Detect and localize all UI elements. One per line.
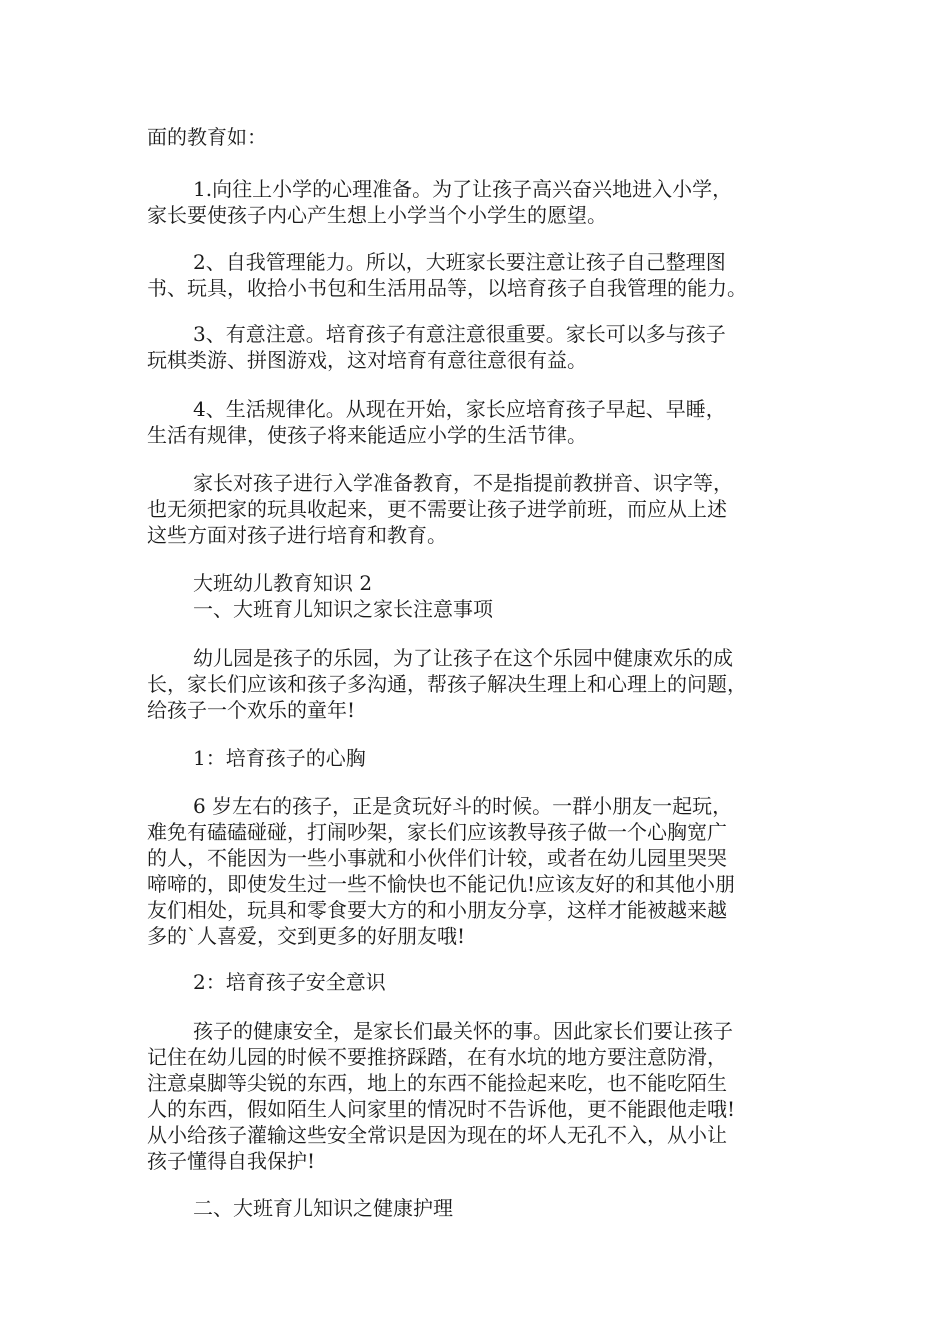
text-line: 玩棋类游、拼图游戏，这对培育有意往意很有益。 <box>147 348 587 372</box>
text-line: 这些方面对孩子进行培育和教育。 <box>147 523 447 547</box>
text-line: 难免有磕磕碰碰，打闹吵架，家长们应该教导孩子做一个心胸宽广 <box>147 820 727 844</box>
text-line: 给孩子一个欢乐的童年! <box>147 698 356 722</box>
paragraph-kindergarten-intro <box>147 645 807 723</box>
text-line: 生活有规律，使孩子将来能适应小学的生活节律。 <box>147 423 587 447</box>
text-line: 从小给孩子灌输这些安全常识是因为现在的坏人无孔不入，从小让 <box>147 1123 727 1147</box>
subheading-text: 1：培育孩子的心胸 <box>193 746 366 770</box>
text-line: 长，家长们应该和孩子多沟通，帮孩子解决生理上和心理上的问题， <box>147 672 747 696</box>
section-subtitle: 一、大班育儿知识之家长注意事项 <box>193 597 493 621</box>
text-line: 人的东西，假如陌生人问家里的情况时不告诉他，更不能跟他走哦! <box>147 1097 736 1121</box>
text-line: 多的`人喜爱，交到更多的好朋友哦! <box>147 924 466 948</box>
text-line: 书、玩具，收拾小书包和生活用品等，以培育孩子自我管理的能力。 <box>147 276 747 300</box>
section-title: 大班幼儿教育知识 2 <box>193 571 373 595</box>
subheading-text: 2：培育孩子安全意识 <box>193 970 386 994</box>
text-line: 3、有意注意。培育孩子有意注意很重要。家长可以多与孩子 <box>193 322 726 346</box>
text-line: 孩子的健康安全，是家长们最关怀的事。因此家长们要让孩子 <box>193 1019 733 1043</box>
text-line: 友们相处，玩具和零食要大方的和小朋友分享，这样才能被越来越 <box>147 898 727 922</box>
text-line: 家长对孩子进行入学准备教育，不是指提前教拼音、识字等， <box>193 471 733 495</box>
section-subtitle: 二、大班育儿知识之健康护理 <box>193 1196 453 1220</box>
text-line: 面的教育如： <box>147 125 267 149</box>
subheading-safety <box>147 969 807 995</box>
text-line: 的人，不能因为一些小事就和小伙伴们计较，或者在幼儿园里哭哭 <box>147 846 727 870</box>
paragraph-safety <box>147 1018 807 1174</box>
subheading-mind <box>147 745 807 771</box>
paragraph-mind <box>147 793 807 949</box>
section-heading-health <box>147 1195 807 1221</box>
text-line: 6 岁左右的孩子，正是贪玩好斗的时候。一群小朋友一起玩， <box>193 794 733 818</box>
text-line: 4、生活规律化。从现在开始，家长应培育孩子早起、早睡， <box>193 397 726 421</box>
text-line: 2、自我管理能力。所以，大班家长要注意让孩子自己整理图 <box>193 250 726 274</box>
text-line: 幼儿园是孩子的乐园，为了让孩子在这个乐园中健康欢乐的成 <box>193 646 733 670</box>
paragraph-summary <box>147 470 807 548</box>
paragraph-item-4 <box>147 396 807 448</box>
text-line: 记住在幼儿园的时候不要推挤踩踏，在有水坑的地方要注意防滑， <box>147 1045 727 1069</box>
section-heading-block <box>147 570 807 622</box>
paragraph-item-3 <box>147 321 807 373</box>
text-line: 家长要使孩子内心产生想上小学当个小学生的愿望。 <box>147 203 607 227</box>
paragraph-item-1 <box>147 176 807 228</box>
paragraph-item-2 <box>147 249 807 301</box>
text-line: 啼啼的，即使发生过一些不愉快也不能记仇!应该友好的和其他小朋 <box>147 872 736 896</box>
paragraph-intro-continuation <box>147 124 807 150</box>
text-line: 1.向往上小学的心理准备。为了让孩子高兴奋兴地进入小学， <box>193 177 733 201</box>
text-line: 注意桌脚等尖锐的东西，地上的东西不能捡起来吃，也不能吃陌生 <box>147 1071 727 1095</box>
text-line: 也无须把家的玩具收起来，更不需要让孩子进学前班，而应从上述 <box>147 497 727 521</box>
text-line: 孩子懂得自我保护! <box>147 1149 316 1173</box>
